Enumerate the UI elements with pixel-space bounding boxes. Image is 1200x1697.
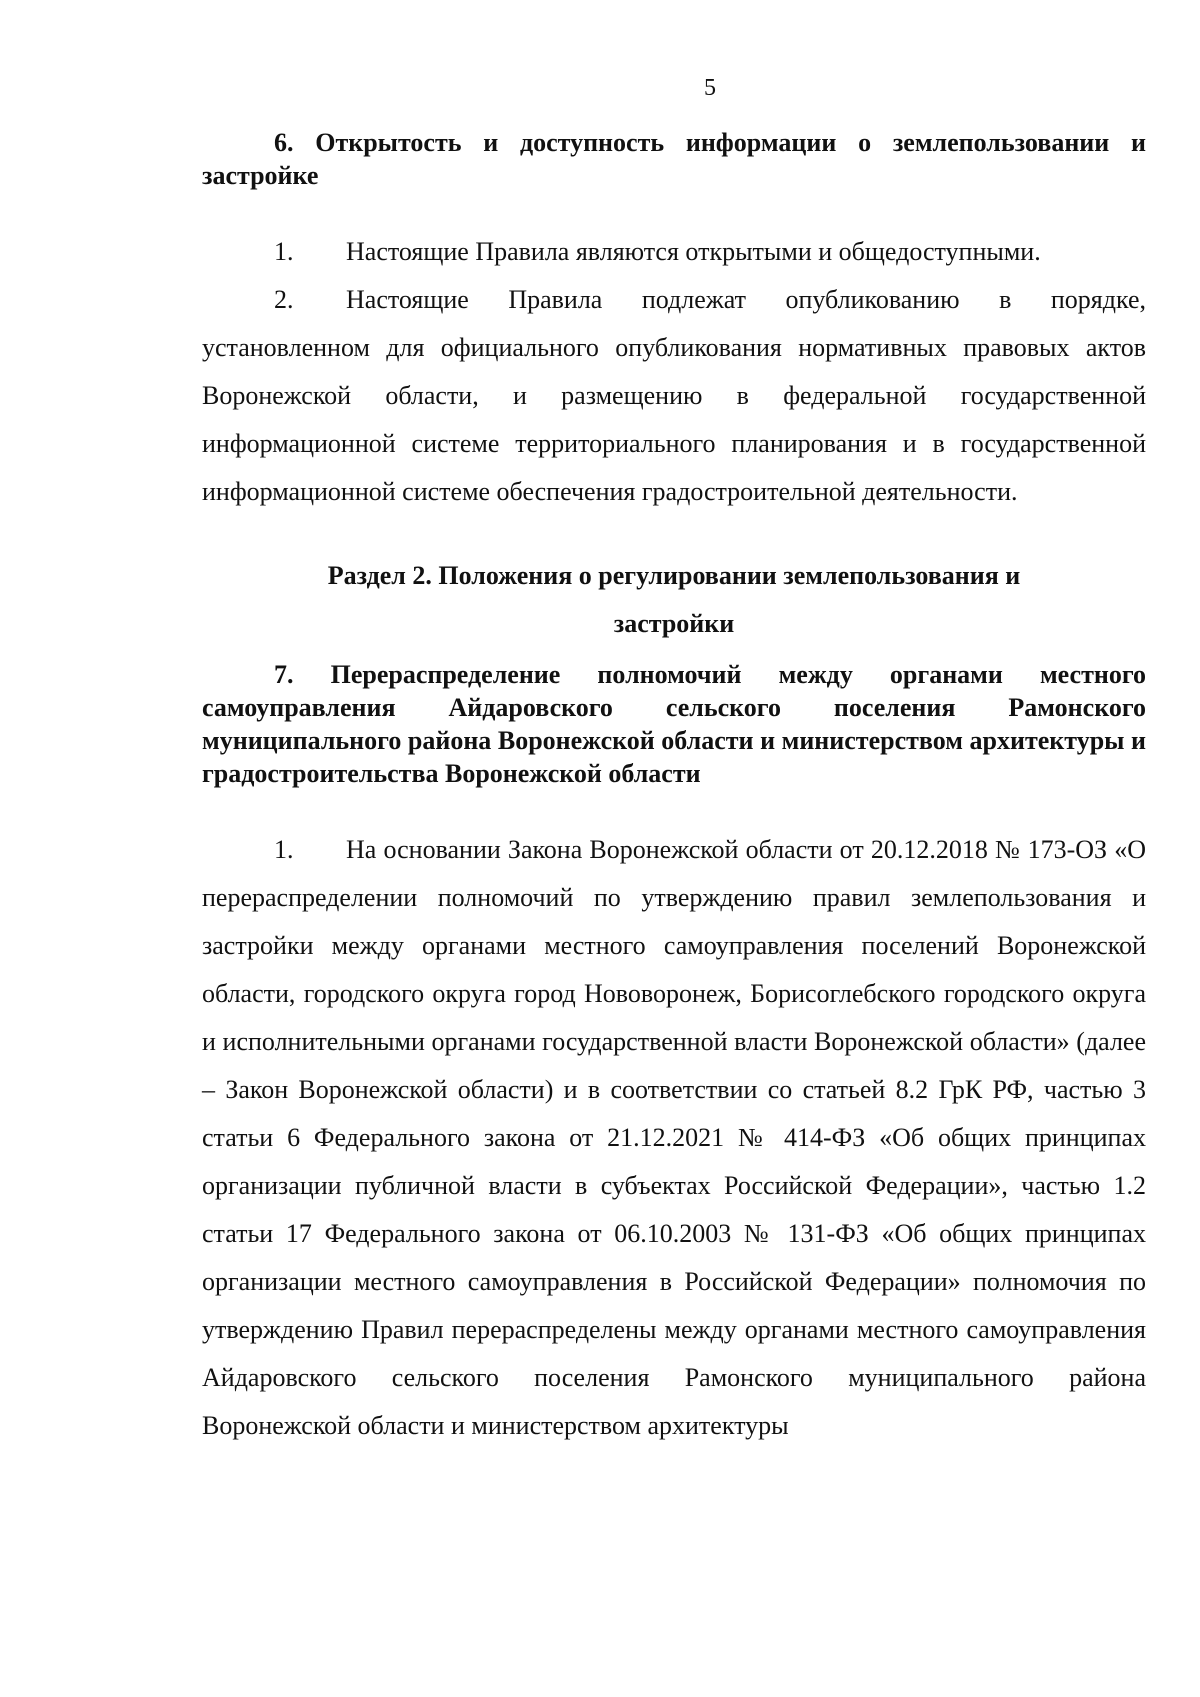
document-body: [202, 126, 1146, 1450]
article-6-heading: 6. Открытость и доступность информации о землепользовании и застройке: [202, 128, 1146, 190]
article-6-item-2: [202, 276, 1146, 516]
section-2-heading-line-1: Раздел 2. Положения о регулировании землепользования и: [327, 561, 1021, 590]
section-2-heading-line-2: застройки: [613, 609, 735, 638]
article-6-item-1: [202, 228, 1146, 276]
article-7-item-1: [202, 826, 1146, 1450]
item-text: На основании Закона Воронежской области от 20.12.2018 № 173-ОЗ «О перераспределении полномочий по утверждению правил землепользования и застройки между органами местного самоуправления поселений Воронежской области, городского округа город Нововоронеж, Борисоглебского городского округа и исполнительными органами государственной власти Воронежской области» (далее – Закон Воронежской области) и в соответствии со статьей 8.2 ГрК РФ, частью 3 статьи 6 Федерального закона от 21.12.2021 № 414-ФЗ «Об общих принципах организации публичной власти в субъектах Российской Федерации», частью 1.2 статьи 17 Федерального закона от 06.10.2003 № 131-ФЗ «Об общих принципах организации местного самоуправления в Российской Федерации» полномочия по утверждению Правил перераспределены между органами местного самоуправления Айдаровского сельского поселения Рамонского муниципального района Воронежской области и министерством архитектуры: [202, 835, 1146, 1440]
item-number: 1.: [274, 237, 294, 266]
item-number: 1.: [274, 835, 294, 864]
item-number: 2.: [274, 285, 294, 314]
page-number: 5: [704, 75, 716, 101]
item-text: Настоящие Правила подлежат опубликованию в порядке, установленном для официального опубликования нормативных правовых актов Воронежской области, и размещению в федеральной государственной информационной системе территориального планирования и в государственной информационной системе обеспечения градостроительной деятельности.: [202, 285, 1146, 506]
item-text: Настоящие Правила являются открытыми и общедоступными.: [346, 237, 1041, 266]
article-7-heading: 7. Перераспределение полномочий между органами местного самоуправления Айдаровского сельского поселения Рамонского муниципального района Воронежской области и министерством архитектуры и градостроительства Воронежской области: [202, 660, 1146, 788]
section-2-heading: [202, 552, 1146, 648]
